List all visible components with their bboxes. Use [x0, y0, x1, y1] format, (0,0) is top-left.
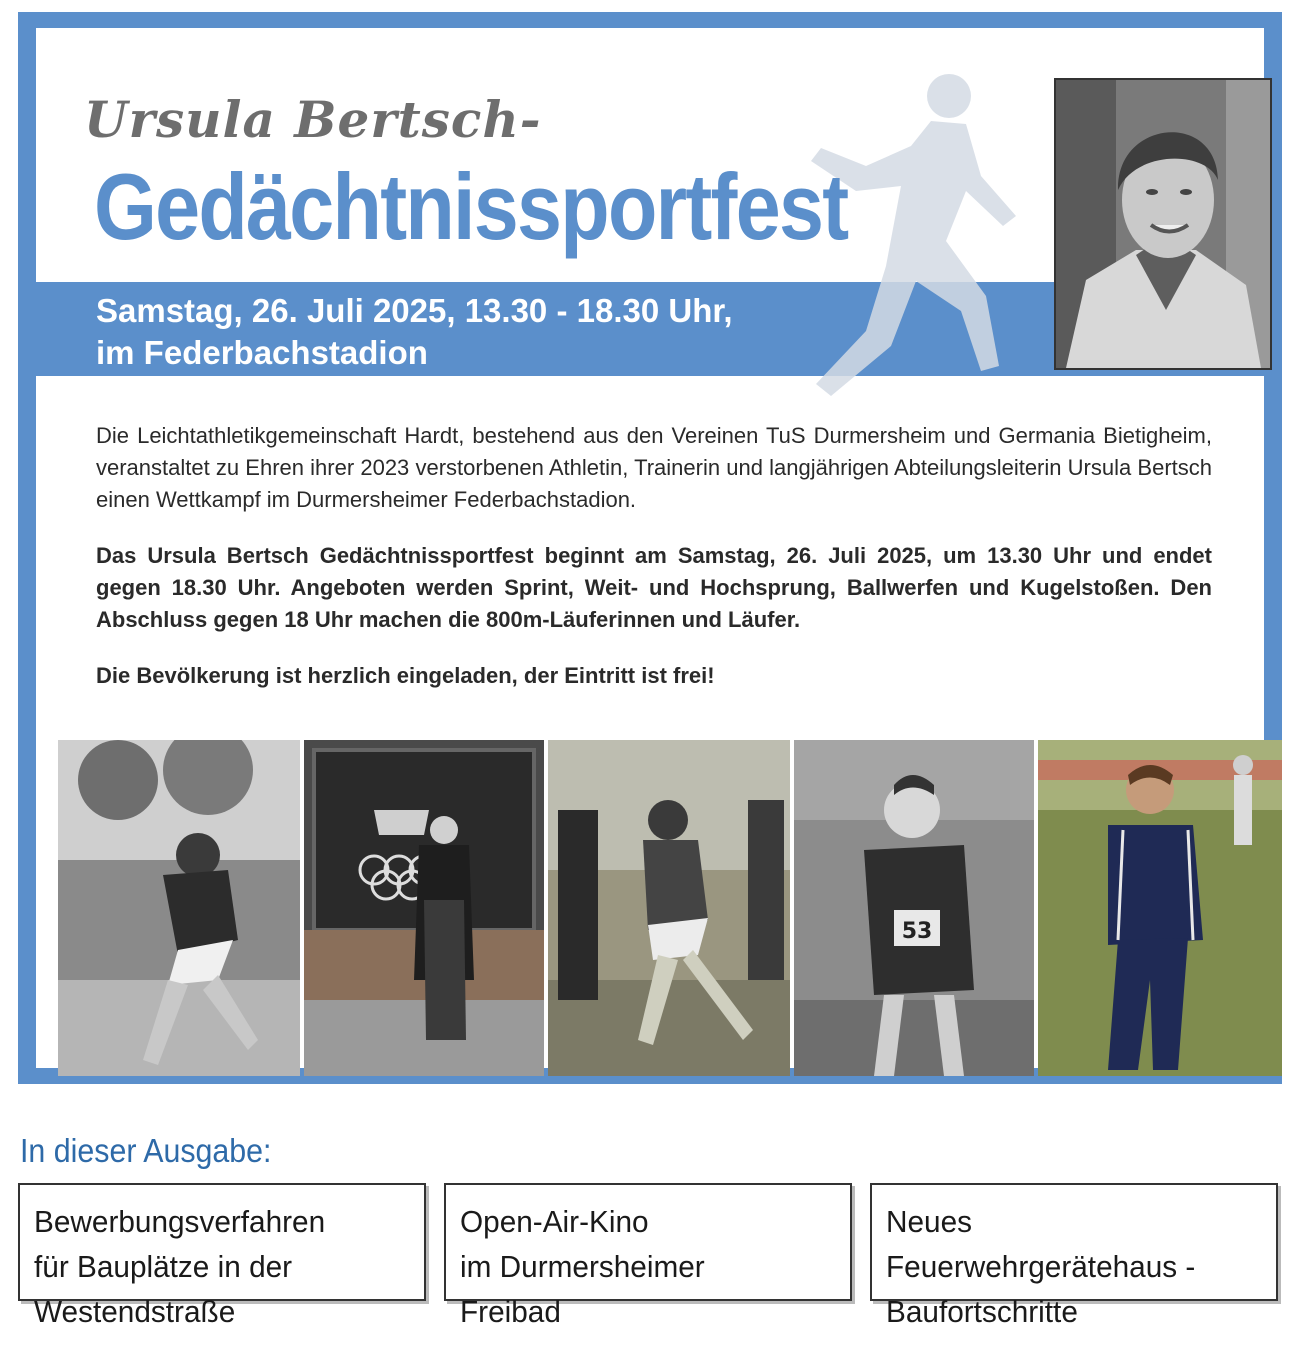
event-date-location [96, 290, 733, 374]
teaser-text [34, 1199, 408, 1334]
intro-paragraph: Die Leichtathletikgemeinschaft Hardt, bestehend aus den Vereinen TuS Durmersheim und Germania Bietigheim, veranstaltet zu Ehren ihrer 2023 verstorbenen Athletin, Trainerin und langjährigen Abteilungsleiterin Ursula Bertsch einen Wettkampf im Durmersheimer Federbachstadion. [96, 423, 1212, 512]
event-subtitle: Ursula Bertsch- [84, 90, 542, 149]
portrait-image [1056, 80, 1270, 368]
teaser-text [886, 1199, 1260, 1334]
issue-teaser-open-air-cinema[interactable] [444, 1183, 852, 1329]
photo-cross-country [548, 740, 790, 1076]
teaser-line: Neues [886, 1204, 973, 1239]
issue-teaser-fire-station[interactable] [870, 1183, 1278, 1329]
teaser-line: Freibad [460, 1294, 561, 1329]
teaser-line: Open-Air-Kino [460, 1204, 649, 1239]
teaser-line: Westendstraße [34, 1294, 236, 1329]
portrait-photo [1054, 78, 1272, 370]
teaser-line: Feuerwehrgerätehaus - [886, 1249, 1196, 1284]
teaser-text [460, 1199, 834, 1334]
program-paragraph: Das Ursula Bertsch Gedächtnissportfest beginnt am Samstag, 26. Juli 2025, um 13.30 Uhr und endet gegen 18.30 Uhr. Angeboten werden Sprint, Weit- und Hochsprung, Ballwerfen und Kugelstoßen. Den Abschluss gegen 18 Uhr machen die 800m-Läuferinnen und Läufer. [96, 543, 1212, 632]
issue-heading: In dieser Ausgabe: [20, 1132, 272, 1169]
event-title: Gedächtnissportfest [94, 154, 848, 259]
poster-inner [36, 28, 1264, 1068]
photo-strip [58, 740, 1284, 1078]
photo-sprint-start [58, 740, 300, 1076]
event-date: Samstag, 26. Juli 2025, 13.30 - 18.30 Uhr, [96, 292, 733, 329]
invitation-paragraph: Die Bevölkerung ist herzlich eingeladen, der Eintritt ist frei! [96, 663, 715, 688]
issue-teaser-building-plots[interactable] [18, 1183, 426, 1329]
event-location: im Federbachstadion [96, 334, 428, 371]
photo-runner-53 [794, 740, 1034, 1076]
poster-frame [18, 12, 1282, 1084]
photo-olympic-rome [304, 740, 544, 1076]
teaser-line: Baufortschritte [886, 1294, 1078, 1329]
runner-bib-number: 53 [901, 919, 933, 944]
photo-coach-tracksuit [1038, 740, 1282, 1076]
event-description [96, 420, 1212, 716]
teaser-line: im Durmersheimer [460, 1249, 705, 1284]
teaser-line: für Bauplätze in der [34, 1249, 293, 1284]
teaser-line: Bewerbungsverfahren [34, 1204, 326, 1239]
